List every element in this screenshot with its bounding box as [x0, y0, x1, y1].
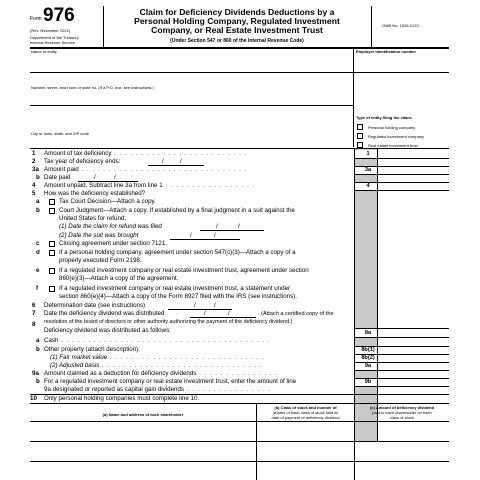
line5f-checkbox[interactable]: [49, 286, 55, 292]
line4-text: Amount unpaid. Subtract line 3a from line 1 . . . . . . . . . . . . . . . . .: [44, 182, 256, 189]
street-label: Number, street, and room or suite no. (If a P.O. box, see instructions.): [31, 85, 154, 90]
line8b-text: Other property (attach description):: [44, 346, 140, 353]
line5c-number: c: [36, 240, 40, 247]
line3b-number: b: [36, 174, 40, 181]
line4-number: 4: [32, 182, 36, 189]
line5b-number: b: [36, 207, 40, 214]
line9b-text2: 9a designated or reported as capital gain dividends . . . . . . . . . . . . . . . .: [44, 386, 272, 393]
line5c-checkbox[interactable]: [49, 241, 55, 247]
line9a-text: Amount claimed as a deduction for deficiency dividends . . . . . . . . . . . . . . .: [44, 370, 278, 377]
table-row[interactable]: [30, 442, 449, 460]
personal-holding-checkbox[interactable]: [357, 124, 363, 130]
line3a-number: 3a: [32, 166, 39, 173]
line1-text: Amount of tax deficiency . . . . . . . . . . . . . . . . . . . . . . . . .: [44, 150, 248, 157]
line5b-text1: Court Judgment—Attach a copy. If established by a final judgment in a suit against the: [59, 207, 295, 214]
line5b-text2: United States for refund:: [59, 215, 127, 222]
line2-text: Tax year of deficiency ends:: [44, 158, 121, 165]
ein-label: Employer identification number: [356, 49, 417, 54]
line8b1-text: (1) Fair market value . . . . . . . . . . . . . . . . . . . . . . . . . . . . .: [50, 354, 265, 361]
ein-field[interactable]: [356, 55, 448, 71]
line9b-box-label: 9b: [364, 379, 372, 385]
entity-type-label: Type of entity filing the claim:: [356, 115, 413, 120]
line8b2-box-label: 8b(2): [361, 355, 375, 361]
line5-text: How was the deficiency established?: [44, 190, 146, 197]
table-row[interactable]: [30, 462, 449, 479]
line5e-checkbox[interactable]: [49, 268, 55, 274]
department-label: Department of the Treasury: [30, 35, 79, 40]
line-number-column: [354, 149, 377, 442]
line5f-text2: section 860(e)(4)—Attach a copy of the Form 8927 filed with the IRS (see instructions).: [59, 293, 297, 300]
line4-box-label: 4: [366, 183, 370, 189]
line9a-amount-input[interactable]: [378, 362, 448, 370]
entity-name-field[interactable]: [31, 55, 351, 71]
omb-number: OMB No. 1545-0123: [382, 23, 419, 28]
line3b-text: Date paid: [44, 174, 71, 181]
line4-amount-input[interactable]: [378, 182, 448, 190]
line5a-text: Tax Court Decision—Attach a copy.: [59, 198, 156, 205]
line8-text: Deficiency dividend was distributed as follows:: [44, 327, 171, 334]
line8b-number: b: [36, 346, 40, 353]
form-revision: (Rev. November 2022): [30, 28, 71, 33]
line3a-box-label: 3a: [364, 167, 372, 173]
line7-number: 7: [32, 310, 36, 317]
entity-name-label: Name of entity: [31, 49, 57, 54]
line6-number: 6: [32, 302, 36, 309]
line8a-amount-input[interactable]: [378, 329, 448, 337]
col-a-header: (a) Name and address of each shareholder: [102, 412, 184, 417]
line1-number: 1: [32, 150, 36, 157]
line5d-checkbox[interactable]: [49, 250, 55, 256]
line8b2-amount-input[interactable]: [378, 354, 448, 362]
line5d-text2: properly executed Form 2198.: [59, 257, 142, 264]
line1-box-label: 1: [366, 151, 370, 157]
line5a-checkbox[interactable]: [49, 199, 55, 205]
line8a-box-label: 8a: [364, 330, 372, 336]
regulated-investment-label: Regulated investment company: [368, 134, 425, 139]
line8-number: 8: [32, 321, 36, 328]
line5-number: 5: [32, 190, 36, 197]
line7-tail: . (Attach a certified copy of the: [258, 311, 334, 317]
line5a-number: a: [36, 198, 40, 205]
line9a-box-label: 9a: [364, 363, 372, 369]
line5b-sub1: (1) Date the claim for refund was filed: [59, 223, 162, 230]
form-title: Claim for Deficiency Dividends Deductions by a Personal Holding Company, Regulated Investment Company, or Real Estate Investment Trust: [134, 7, 340, 35]
col-c-header: (c) Amount of deficiency dividend paid to each shareholder on each class of stock: [369, 405, 435, 420]
line1-amount-input[interactable]: [378, 150, 448, 158]
line9b-text1: For a regulated investment company or real estate investment trust, enter the amount of line: [44, 378, 297, 385]
line10-text: Only personal holding companies must complete line 10.: [44, 395, 200, 402]
line5b-checkbox[interactable]: [49, 208, 55, 214]
form-word: Form: [30, 16, 42, 22]
line5e-text1: If a regulated investment company or real estate investment trust, agreement under section: [59, 267, 309, 274]
line5d-number: d: [36, 249, 40, 256]
line3a-amount-input[interactable]: [378, 166, 448, 174]
line9b-number: b: [36, 378, 40, 385]
line9a-number: 9a: [32, 370, 39, 377]
table-row[interactable]: [30, 422, 449, 440]
line5e-text2: 860(e)(3)—Attach a copy of the agreement.: [59, 275, 179, 282]
line8b2-text: (2) Adjusted basis . . . . . . . . . . . . . . . . . . . . . . . . . . . . . .: [50, 362, 263, 369]
line5c-text: Closing agreement under section 7121.: [59, 240, 168, 247]
col-b-header: (b) Class of stock and number of shares of each class of stock held at date of payment of deficiency dividend: [271, 405, 340, 420]
line8a-text: Cash . . . . . . . . . . . . . . . . . . . . . . . . . . . . . . . . . . . . . . .: [44, 337, 271, 344]
regulated-investment-checkbox[interactable]: [357, 133, 363, 139]
line2-number: 2: [32, 158, 36, 165]
form-number: 976: [43, 5, 75, 26]
line8b1-amount-input[interactable]: [378, 346, 448, 354]
city-field[interactable]: [31, 137, 351, 147]
line7-text2: resolution of the board of directors or other authority authorizing the payment of the deficiency dividend.): [44, 319, 293, 325]
line5f-text1: If a regulated investment company or real estate investment trust, a statement under: [59, 285, 291, 292]
line5e-number: e: [36, 267, 40, 274]
line8a-number: a: [36, 337, 40, 344]
line5b-sub2: (2) Date the suit was brought: [59, 232, 139, 239]
line10-number: 10: [30, 395, 37, 402]
personal-holding-label: Personal holding company: [368, 125, 416, 130]
line7-text: Date the deficiency dividend was distributed: [44, 310, 165, 317]
line3a-text: Amount paid . . . . . . . . . . . . . . . . . . . . . . . . . . . . . . .: [44, 166, 248, 173]
line9b-amount-input[interactable]: [378, 378, 448, 386]
reit-label: Real estate investment trust: [368, 143, 418, 148]
line6-text: Determination date (see instructions): [44, 302, 146, 309]
line5d-text1: If a personal holding company, agreement under section 547(c)(3)—Attach a copy of a: [59, 249, 296, 256]
irs-label: Internal Revenue Service: [30, 40, 75, 45]
line5f-number: f: [36, 285, 39, 292]
city-label: City or town, state, and ZIP code: [31, 131, 89, 136]
street-field[interactable]: [31, 91, 351, 101]
form-subtitle: (Under Section 547 or 860 of the Internal Revenue Code): [170, 38, 304, 44]
line8b1-box-label: 8b(1): [361, 347, 375, 353]
